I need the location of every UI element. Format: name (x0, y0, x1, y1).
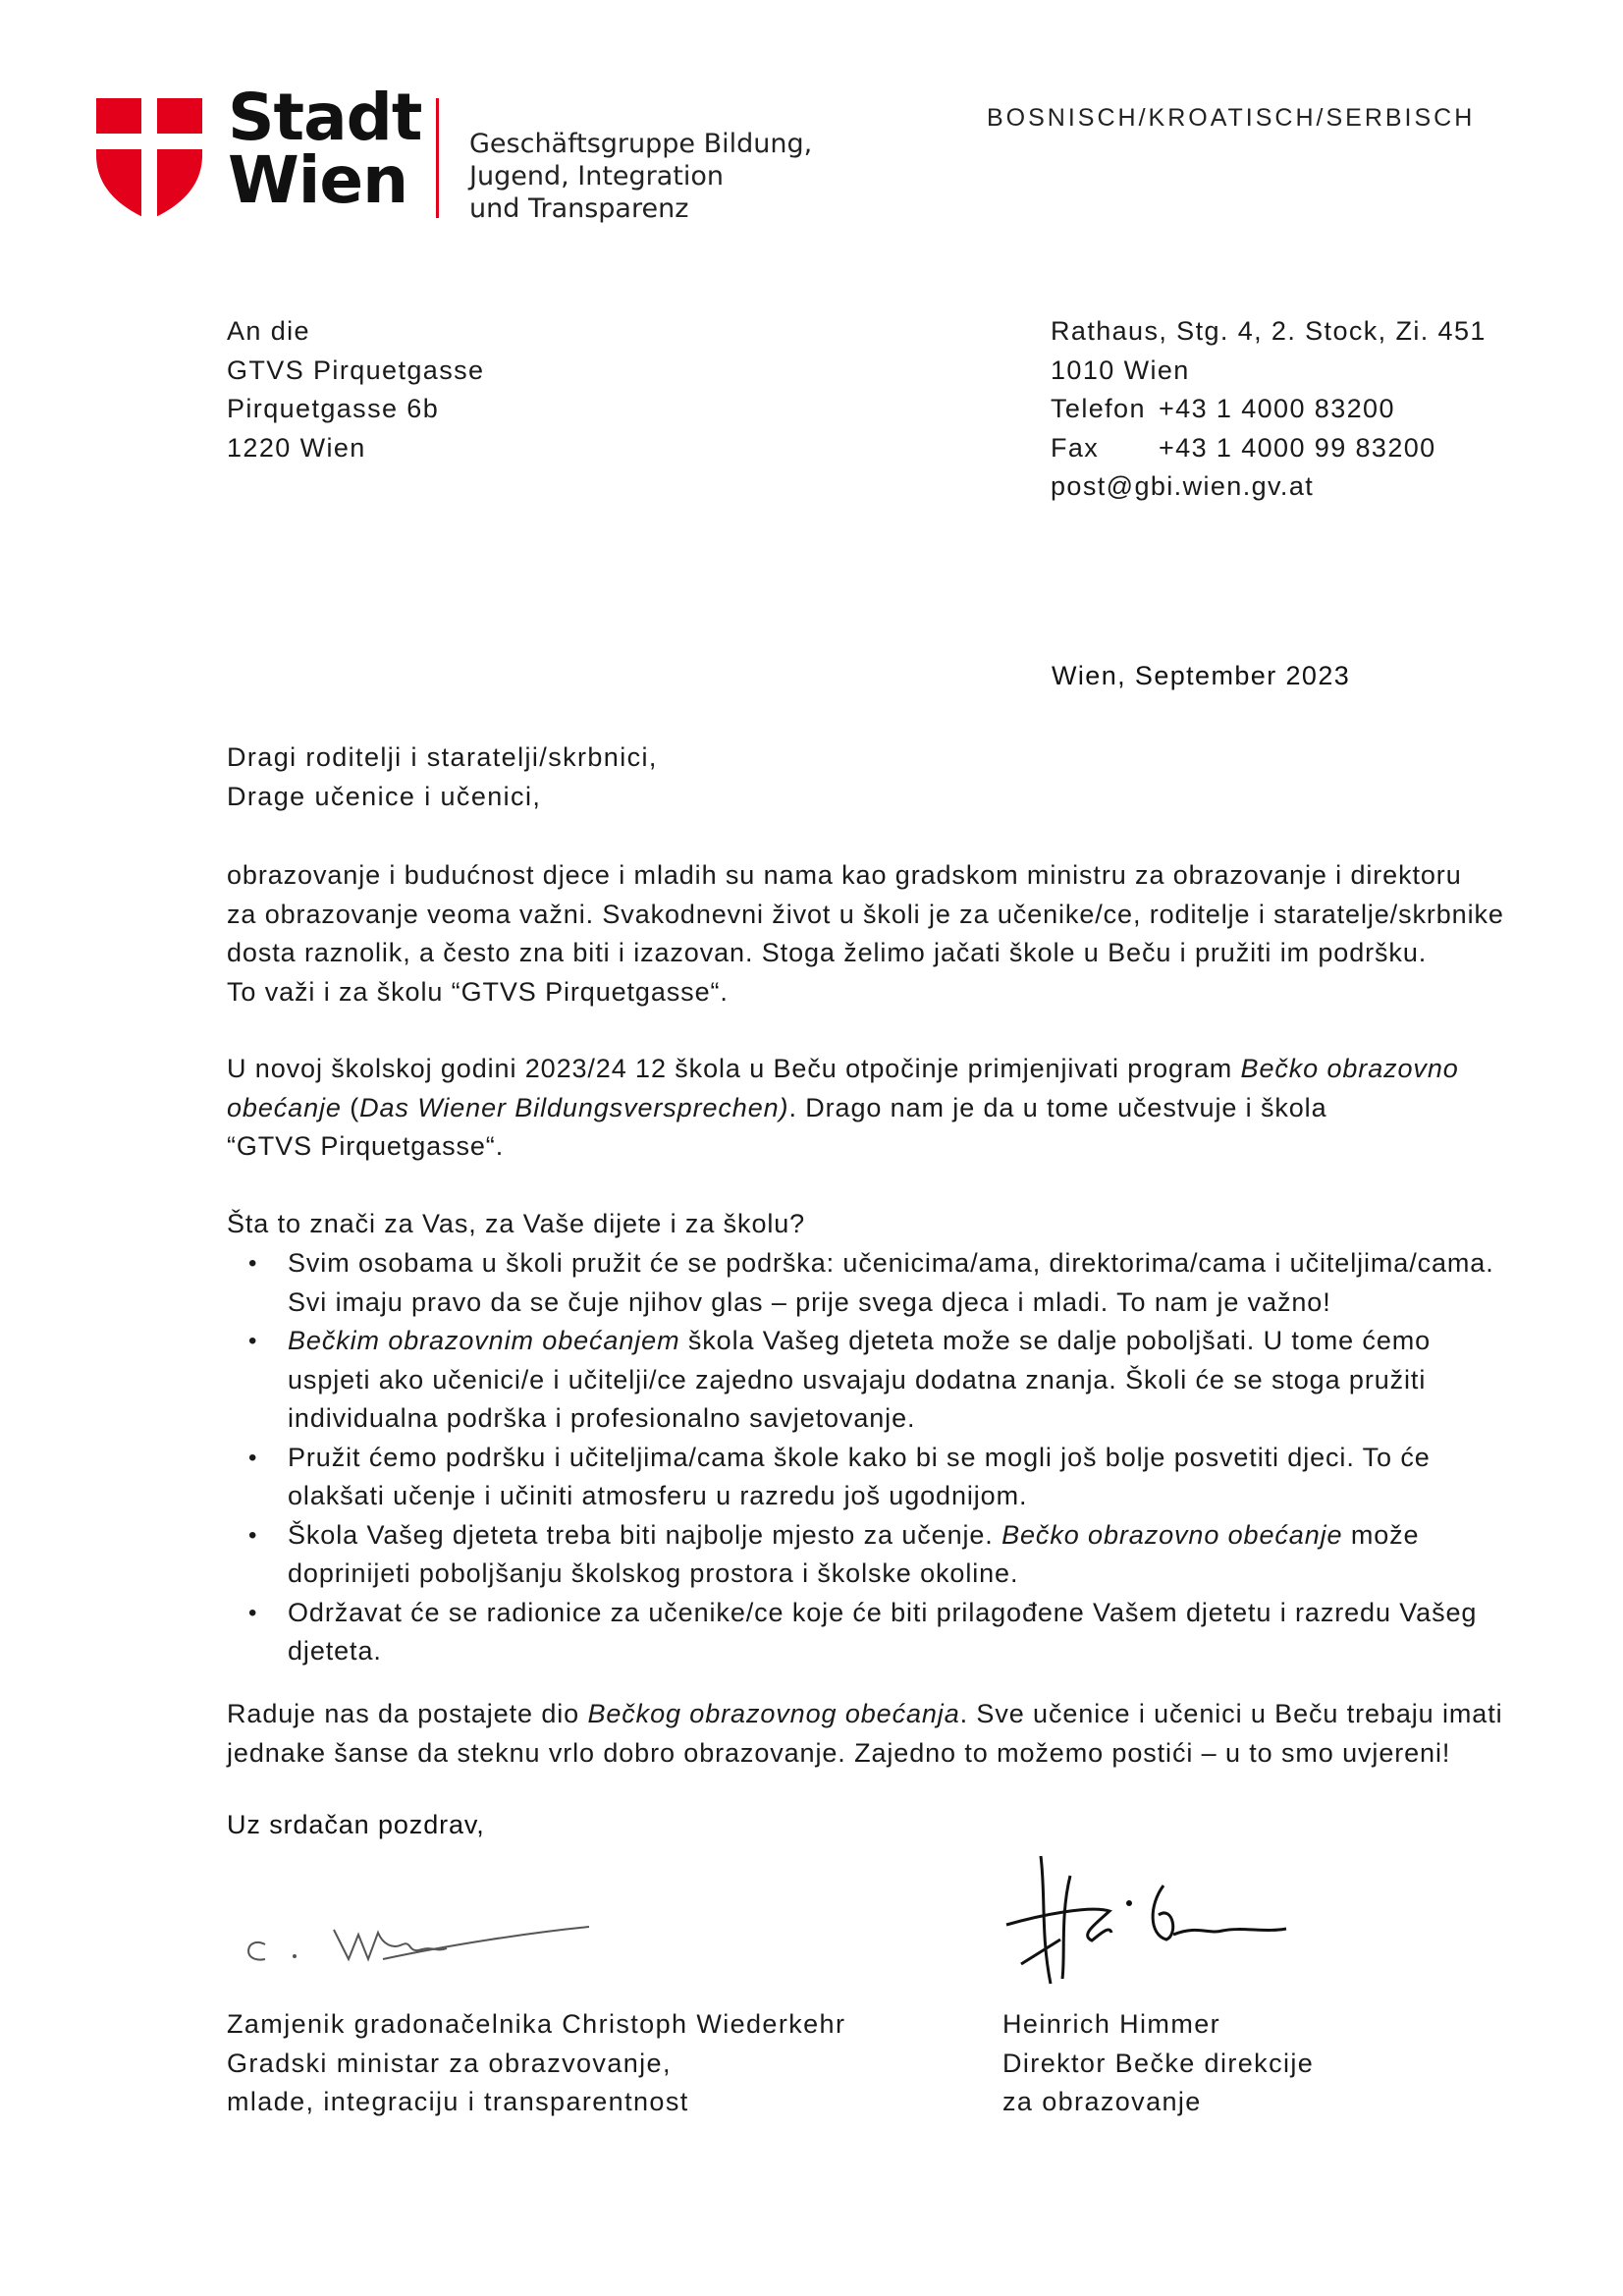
program-name: obećanje (227, 1092, 342, 1122)
signatory-right (1002, 2005, 1314, 2122)
signatory-line: za obrazovanje (1002, 2087, 1202, 2116)
program-name: Bečkog obrazovnog obećanja (587, 1699, 960, 1728)
list-item-line: doprinijeti poboljšanju školskog prostora i školske okoline. (288, 1558, 1019, 1588)
department-line: Geschäftsgruppe Bildung, (469, 129, 813, 159)
logo-wordmark (228, 80, 422, 218)
logo-divider (436, 98, 439, 218)
paragraph-line (227, 1089, 1503, 1128)
address-line: An die (227, 316, 310, 346)
list-item (245, 1322, 1494, 1439)
signature-right-icon (1001, 1846, 1296, 1994)
paragraph-line (227, 1050, 1503, 1089)
question-text: Šta to znači za Vas, za Vaše dijete i za školu? (227, 1209, 806, 1238)
paragraph-program (227, 1050, 1503, 1167)
sender-line: 1010 Wien (1051, 355, 1190, 385)
fax-label: Fax (1051, 432, 1100, 463)
letter-date: Wien, September 2023 (1052, 661, 1351, 690)
sender-line: Rathaus, Stg. 4, 2. Stock, Zi. 451 (1051, 316, 1487, 346)
signatory-line: mlade, integraciju i transparentnost (227, 2087, 689, 2116)
question-heading (227, 1205, 1503, 1244)
vienna-shield-logo-icon (96, 98, 202, 220)
phone-value: +43 1 4000 83200 (1159, 394, 1395, 423)
text-span: Raduje nas da postajete dio (227, 1699, 588, 1728)
list-item-line: • Svim osobama u školi pružit će se podrška: učenicima/ama, direktorima/cama i učiteljima/cama. (288, 1248, 1494, 1278)
list-item-line: Svi imaju pravo da se čuje njihov glas – prije svega djeca i mladi. To nam je važno! (288, 1286, 1331, 1317)
list-item-line: individualna podrška i profesionalno savjetovanje. (288, 1403, 916, 1433)
language-label: BOSNISCH/KROATISCH/SERBISCH (987, 104, 1476, 132)
text-span: . Sve učenice i učenici u Beču trebaju imati (959, 1699, 1503, 1728)
list-item (245, 1516, 1494, 1594)
list-item (245, 1244, 1494, 1322)
address-line: Pirquetgasse 6b (227, 394, 440, 423)
program-name-german: Das Wiener Bildungsversprechen) (359, 1092, 789, 1122)
program-name: Bečkim obrazovnim obećanjem (288, 1326, 680, 1355)
phone-label: Telefon (1051, 394, 1146, 423)
greeting-line: Dragi roditelji i staratelji/skrbnici, (227, 742, 658, 772)
signatory-line: Heinrich Himmer (1002, 2009, 1221, 2039)
signatory-line: Direktor Bečke direkcije (1002, 2048, 1315, 2078)
paragraph-intro (227, 856, 1503, 1011)
paragraph-line: “GTVS Pirquetgasse“. (227, 1131, 505, 1161)
address-line: GTVS Pirquetgasse (227, 355, 485, 385)
paragraph-line: za obrazovanje veoma važni. Svakodnevni život u školi je za učenike/ce, roditelje i staratelje/skrbnike (227, 899, 1504, 929)
department-line: und Transparenz (469, 193, 689, 224)
text-span: . Drago nam je da u tome učestvuje i škola (788, 1092, 1327, 1122)
list-item (245, 1594, 1494, 1671)
text-span: može (1342, 1519, 1420, 1550)
sender-email: post@gbi.wien.gv.at (1051, 471, 1315, 501)
sender-address (1051, 312, 1487, 507)
paragraph-line: jednake šanse da steknu vrlo dobro obrazovanje. Zajedno to možemo postići – u to smo uvjereni! (227, 1737, 1451, 1768)
paragraph-line: To važi i za školu “GTVS Pirquetgasse“. (227, 976, 729, 1007)
greeting-line: Drage učenice i učenici, (227, 781, 542, 811)
list-item-line (288, 1516, 1494, 1556)
list-item-line: • Pružit ćemo podršku i učiteljima/cama škole kako bi se mogli još bolje posvetiti djeci. To će (288, 1442, 1431, 1472)
recipient-address (227, 312, 484, 467)
department-line: Jugend, Integration (469, 161, 725, 191)
signature-left-icon (236, 1905, 599, 1974)
signatory-left (227, 2005, 845, 2122)
closing-salutation: Uz srdačan pozdrav, (227, 1810, 485, 1839)
sender-phone (1051, 390, 1487, 429)
fax-value: +43 1 4000 99 83200 (1159, 432, 1436, 463)
list-item-line: • Održavat će se radionice za učenike/ce koje će biti prilagođene Vašem djetetu i razredu Vašeg (288, 1597, 1478, 1627)
address-line: 1220 Wien (227, 432, 366, 463)
paragraph-line (227, 1695, 1503, 1734)
greeting (227, 738, 658, 816)
paragraph-line: dosta raznolik, a često zna biti i izazovan. Stoga želimo jačati škole u Beču i pružiti im podršku. (227, 938, 1428, 967)
logo-line-stadt: Stadt (228, 80, 422, 155)
paragraph-conclusion (227, 1695, 1503, 1773)
paragraph-line: obrazovanje i budućnost djece i mladih su nama kao gradskom ministru za obrazovanje i direktoru (227, 860, 1462, 890)
list-item-line: uspjeti ako učenici/e i učitelji/ce zajedno usvajaju dodatna znanja. Školi će se stoga pružiti (288, 1364, 1427, 1394)
logo-line-wien: Wien (228, 142, 408, 218)
signatory-line: Zamjenik gradonačelnika Christoph Wiederkehr (227, 2009, 846, 2039)
text-span: ( (341, 1092, 360, 1122)
text-span: Škola Vašeg djeteta treba biti najbolje mjesto za učenje. (288, 1519, 1002, 1550)
list-item (245, 1439, 1494, 1516)
program-name: Bečko obrazovno (1240, 1054, 1459, 1083)
signatory-line: Gradski ministar za obrazvovanje, (227, 2048, 672, 2078)
bullet-list (245, 1244, 1494, 1671)
sender-fax (1051, 429, 1487, 468)
list-item-line: djeteta. (288, 1636, 382, 1666)
program-name: Bečko obrazovno obećanje (1001, 1519, 1343, 1550)
text-span: U novoj školskoj godini 2023/24 12 škola u Beču otpočinje primjenjivati program (227, 1054, 1241, 1083)
department-name (469, 128, 812, 225)
text-span: škola Vašeg djeteta može se dalje poboljšati. U tome ćemo (679, 1326, 1432, 1355)
list-item-line: olakšati učenje i učiniti atmosferu u razredu još ugodnijom. (288, 1481, 1028, 1510)
list-item-line (288, 1322, 1494, 1361)
